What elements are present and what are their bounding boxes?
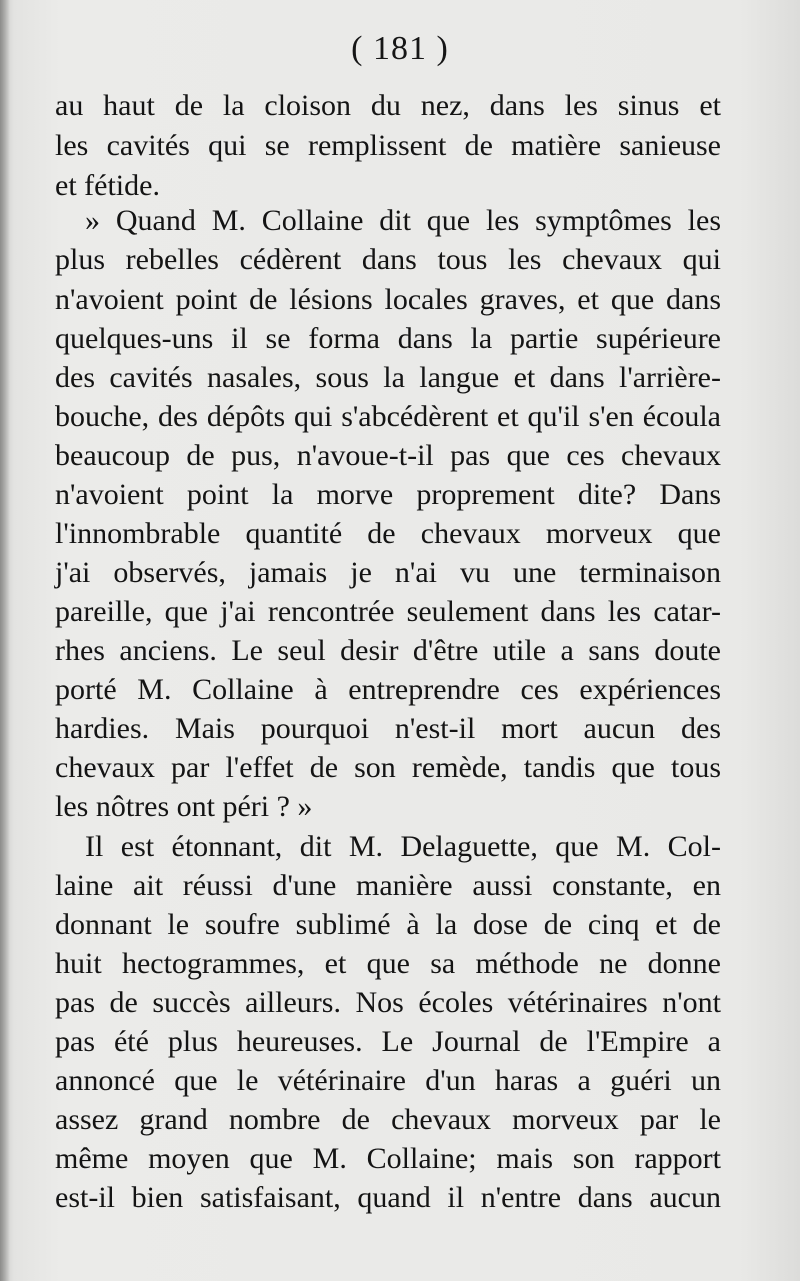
page-number: ( 181 ) <box>351 30 449 67</box>
binding-shadow <box>0 0 10 1281</box>
text-line: les cavités qui se remplissent de matière sanieuse <box>55 129 721 162</box>
text-line: j'ai observés, jamais je n'ai vu une terminaison <box>55 556 721 589</box>
text-line: et fétide. <box>55 169 160 202</box>
text-line: annoncé que le vétérinaire d'un haras a guéri un <box>55 1064 721 1097</box>
text-line: beaucoup de pus, n'avoue-t-il pas que ces chevaux <box>55 439 721 472</box>
text-line: n'avoient point de lésions locales graves, et que dans <box>55 283 721 316</box>
text-line: plus rebelles cédèrent dans tous les chevaux qui <box>55 243 721 276</box>
text-line: des cavités nasales, sous la langue et dans l'arrière- <box>55 361 721 394</box>
text-line: pas été plus heureuses. Le Journal de l'Empire a <box>55 1025 721 1058</box>
text-line: les nôtres ont péri ? » <box>55 790 313 823</box>
text-line: assez grand nombre de chevaux morveux par le <box>55 1103 721 1136</box>
text-line: pareille, que j'ai rencontrée seulement dans les catar- <box>55 595 721 628</box>
text-line: chevaux par l'effet de son remède, tandis que tous <box>55 751 721 784</box>
text-line: rhes anciens. Le seul desir d'être utile a sans doute <box>55 634 721 667</box>
text-line: pas de succès ailleurs. Nos écoles vétérinaires n'ont <box>55 986 721 1019</box>
text-line: au haut de la cloison du nez, dans les sinus et <box>55 89 721 122</box>
text-line: n'avoient point la morve proprement dite? Dans <box>55 478 721 511</box>
text-line: porté M. Collaine à entreprendre ces expériences <box>55 673 721 706</box>
text-line: Il est étonnant, dit M. Delaguette, que M. Col- <box>85 830 721 863</box>
text-line: quelques-uns il se forma dans la partie supérieure <box>55 322 721 355</box>
text-line: bouche, des dépôts qui s'abcédèrent et qu'il s'en écoula <box>55 400 721 433</box>
text-line: même moyen que M. Collaine; mais son rapport <box>55 1142 721 1175</box>
text-line: huit hectogrammes, et que sa méthode ne donne <box>55 947 721 980</box>
text-line: » Quand M. Collaine dit que les symptômes les <box>85 204 721 237</box>
text-line: est-il bien satisfaisant, quand il n'entre dans aucun <box>55 1181 721 1214</box>
text-line: laine ait réussi d'une manière aussi constante, en <box>55 869 721 902</box>
text-line: hardies. Mais pourquoi n'est-il mort aucun des <box>55 712 721 745</box>
text-line: l'innombrable quantité de chevaux morveux que <box>55 517 721 550</box>
text-line: donnant le soufre sublimé à la dose de cinq et de <box>55 908 721 941</box>
